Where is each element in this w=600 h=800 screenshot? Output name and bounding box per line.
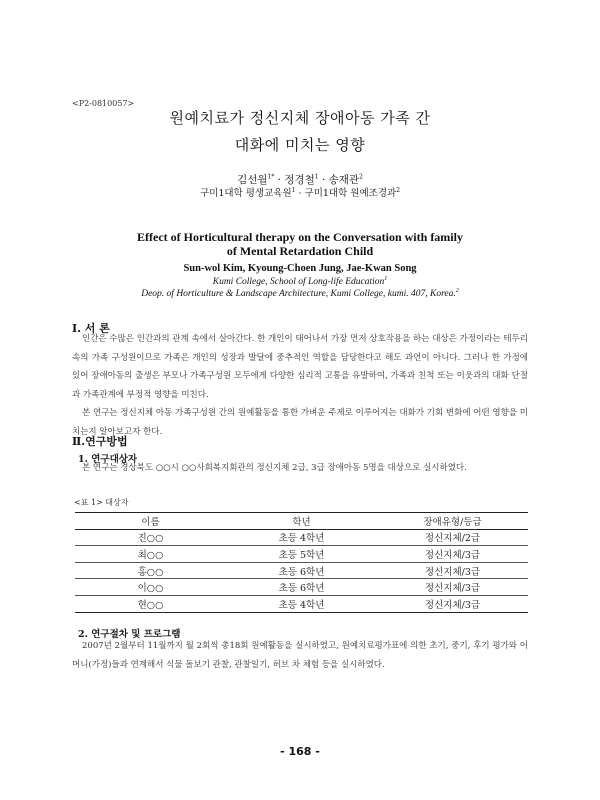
author-name: 정경철 [284, 174, 315, 186]
affiliation-separator: · [295, 188, 305, 199]
table-caption: <표 1> 대상자 [74, 498, 129, 507]
author-sup: 2 [359, 173, 363, 181]
column-header-disability: 장애유형/등급 [377, 513, 528, 530]
table-cell: 진○○ [75, 529, 226, 546]
column-header-grade: 학년 [226, 513, 377, 530]
author-separator: · [321, 174, 326, 186]
table-cell: 정신지체/3급 [377, 546, 528, 563]
author-name: 김선월 [237, 174, 268, 186]
affiliation-sup: 1 [291, 186, 296, 194]
korean-title [0, 108, 600, 156]
table-row [75, 595, 528, 612]
table-cell: 초등 6학년 [226, 562, 377, 579]
section-heading-introduction: Ⅰ. 서 론 [72, 322, 110, 335]
english-title [0, 230, 600, 258]
english-title-line1: Effect of Horticultural therapy on the Conversation with family [137, 230, 463, 244]
table-cell: 초등 5학년 [226, 546, 377, 563]
subjects-table [75, 512, 528, 613]
table-row [75, 546, 528, 563]
table-cell: 정신지체/3급 [377, 579, 528, 596]
english-title-line2: of Mental Retardation Child [226, 244, 374, 258]
paper-code: <P2-0810057> [72, 99, 135, 108]
affiliation-part: 구미1대학 평생교육원 [199, 188, 292, 199]
table-cell: 초등 6학년 [226, 579, 377, 596]
author-separator: · [277, 174, 282, 186]
page-number: - 168 - [280, 745, 320, 758]
korean-affiliation [0, 185, 600, 199]
affiliation-part: 구미1대학 원예조경과 [304, 188, 397, 199]
table-cell: 홍○○ [75, 562, 226, 579]
table-row [75, 579, 528, 596]
english-affiliation-line2: Deop. of Horticulture & Landscape Architecture, Kumi College, kumi. 407, Korea. [141, 289, 456, 299]
subjects-body [72, 459, 528, 478]
introduction-body [72, 330, 528, 441]
table-cell: 초등 4학년 [226, 595, 377, 612]
paragraph: 본 연구는 경상북도 ○○시 ○○사회복지회관의 정신지체 2급, 3급 장애아동 5명을 대상으로 실시하였다. [82, 463, 467, 473]
affiliation-sup: 1 [384, 275, 388, 282]
subsection-heading-subjects: 1. 연구대상자 [78, 454, 138, 465]
english-authors: Sun-wol Kim, Kyoung-Choen Jung, Jae-Kwan Song [183, 263, 417, 274]
table-cell: 현○○ [75, 595, 226, 612]
table-cell: 초등 4학년 [226, 529, 377, 546]
english-affiliation-line1: Kumi College, School of Long-life Education [212, 277, 385, 287]
paragraph: 인간은 수많은 인간과의 관계 속에서 살아간다. 한 개인이 태어나서 가장 먼저 상호작용을 하는 대상은 가정이라는 테두리 속의 가족 구성원이므로 가족은 개인의 성장과 발달에 중추적인 역할을 담당한다고 해도 과언이 아니다. 그러나 한 가정에 있어 장애아동의 출생은 부모나 가족구성원 모두에게 다양한 심리적 고통을 유발하여, 가족과 친척 또는 이웃과의 대화 단절과 가족관계에 부정적 영향을 미친다. [72, 334, 528, 400]
table-cell: 정신지체/3급 [377, 562, 528, 579]
author-sup: 1* [267, 173, 275, 181]
procedure-body [72, 637, 528, 674]
korean-title-line2: 대화에 미치는 영향 [234, 136, 366, 154]
section-heading-methods: Ⅱ.연구방법 [72, 435, 128, 448]
affiliation-sup: 2 [396, 186, 401, 194]
table-cell: 정신지체/3급 [377, 595, 528, 612]
korean-title-line1: 원예치료가 정신지체 장애아동 가족 간 [169, 109, 431, 127]
author-name: 송재관 [328, 174, 360, 186]
author-sup: 1 [314, 173, 319, 181]
affiliation-sup: 2 [455, 287, 459, 294]
column-header-name: 이름 [75, 513, 226, 530]
paragraph: 본 연구는 정신지체 아동 가족구성원 간의 원예활동을 통한 가벼운 주제로 이루어지는 대화가 기회 변화에 어떤 영향을 미치는지 알아보고자 한다. [72, 408, 528, 437]
english-affiliation [0, 276, 600, 300]
table-cell: 정신지체/2급 [377, 529, 528, 546]
table-row [75, 562, 528, 579]
table-header-row [75, 513, 528, 530]
table-row [75, 529, 528, 546]
table-cell: 최○○ [75, 546, 226, 563]
table-cell: 이○○ [75, 579, 226, 596]
subsection-heading-procedure: 2. 연구절차 및 프로그램 [78, 629, 181, 640]
paragraph: 2007년 2월부터 11월까지 월 2회씩 총18회 원예활동을 실시하였고, 원예치료평가표에 의한 초기, 중기, 후기 평가와 어머니(가정)들과 연계해서 식물 돌보기 관찰, 관찰일기, 허브 차 체험 등을 실시하였다. [72, 641, 528, 670]
